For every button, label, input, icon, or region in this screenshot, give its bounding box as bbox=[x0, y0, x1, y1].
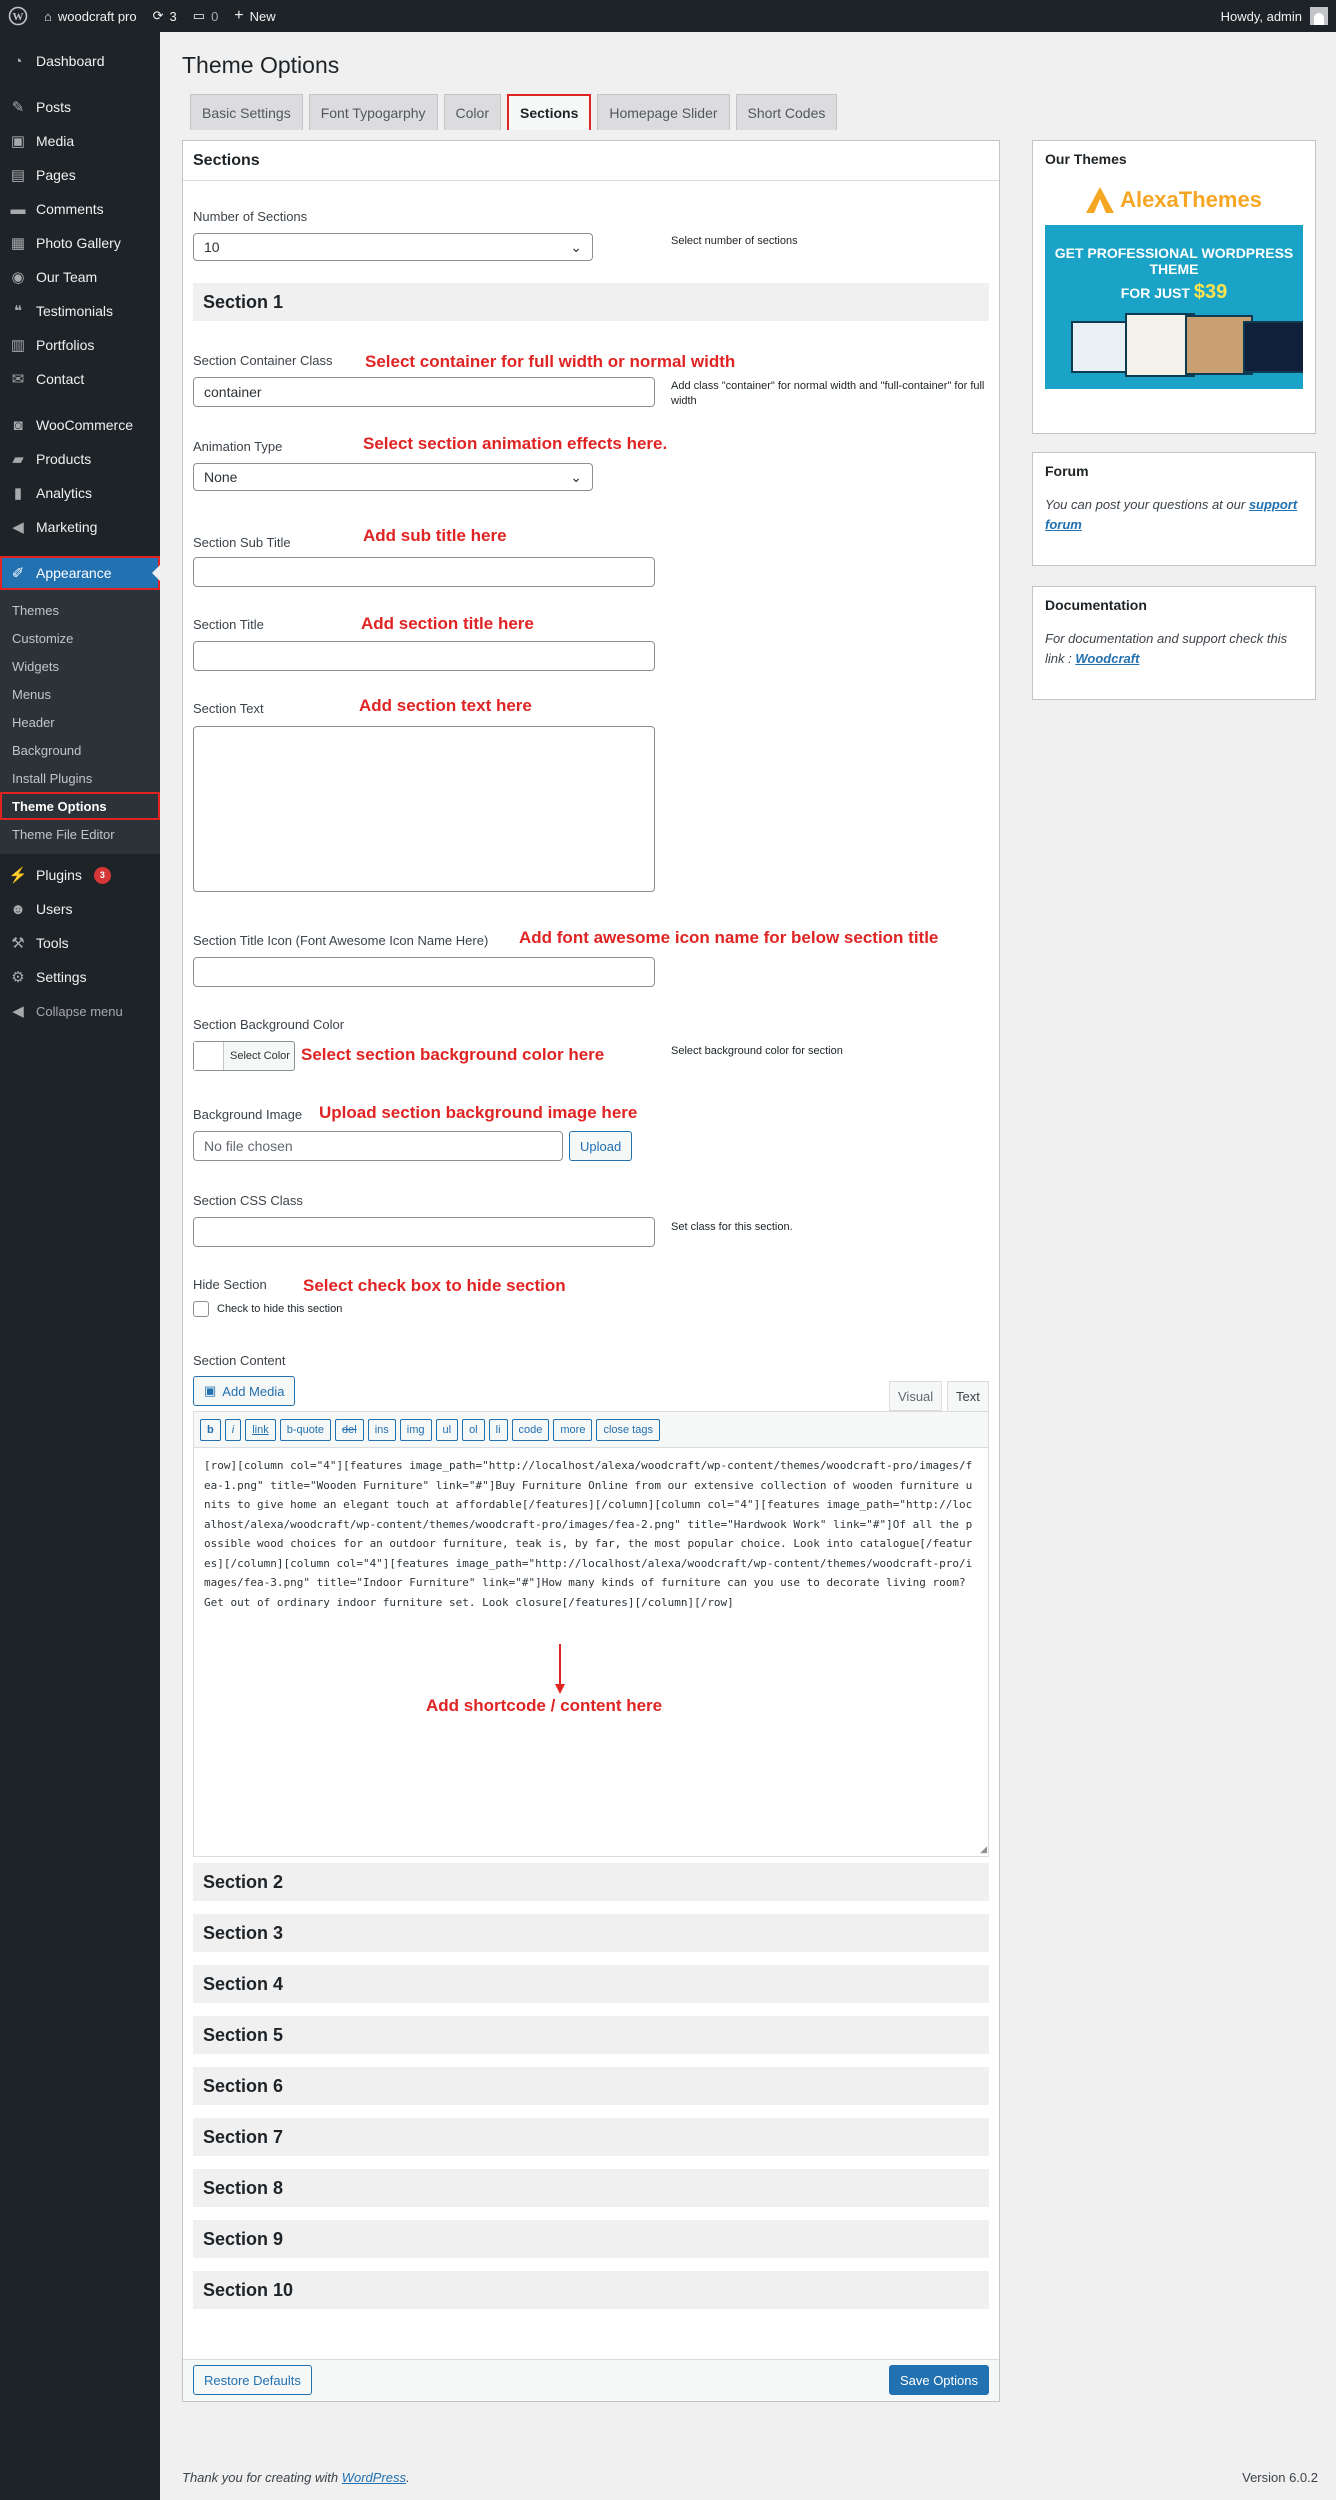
content-textarea[interactable]: [row][column col="4"][features image_path="http://localhost/alexa/woodcraft/wp-content/themes/woodcraft-pro/images/fea-1.png" title="Wooden Furniture" link="#"]Buy Furniture Online from our extensive collection of wooden furniture units to give home an elegant touch at affordable[/features][/column][column col="4"][features image_path="http://localhost/alexa/woodcraft/wp-content/themes/woodcraft-pro/images/fea-2.png" title="Hardwook Work" link="#"]Of all the possible wood choices for an outdoor furniture, teak is, by far, the most popular choice. Look into catalogue[/features][/column][column col="4"][features image_path="http://localhost/alexa/woodcraft/wp-content/themes/woodcraft-pro/images/fea-3.png" title="Indoor Furniture" link="#"]How many kinds of furniture can you use to decorate living room? Get out of ordinary indoor furniture set. Look closure[/features][/column][/row] bbox=[204, 1459, 973, 1609]
sidebar-item-label: Marketing bbox=[36, 519, 98, 535]
comments-count: 0 bbox=[211, 8, 219, 24]
howdy-text: Howdy, admin bbox=[1220, 8, 1302, 24]
sidebar-item-label: Collapse menu bbox=[36, 1003, 123, 1019]
hide-section-checkbox[interactable] bbox=[193, 1301, 209, 1317]
sidebar-item-label: Analytics bbox=[36, 485, 93, 501]
pin-icon: ✎ bbox=[11, 99, 25, 116]
comment-icon: ▬ bbox=[10, 200, 26, 218]
sidebar-item-testimonials[interactable] bbox=[0, 294, 160, 328]
section-header[interactable]: Section 4 bbox=[193, 1965, 989, 2003]
comment-bubble-icon: ▭ bbox=[192, 8, 206, 23]
theme-screenshot bbox=[1243, 321, 1303, 373]
sidebar-item-label: Dashboard bbox=[36, 53, 105, 69]
sidebar-item-label: Users bbox=[36, 901, 73, 917]
sidebar-item-label: Appearance bbox=[36, 565, 112, 581]
plugins-update-badge: 3 bbox=[94, 867, 111, 884]
sidebar-item-dashboard[interactable] bbox=[0, 44, 160, 78]
section-header[interactable]: Section 10 bbox=[193, 2271, 989, 2309]
qt-close-tags-button[interactable]: close tags bbox=[596, 1419, 660, 1441]
animation-type-select[interactable] bbox=[193, 463, 593, 491]
mail-icon: ✉ bbox=[11, 371, 25, 388]
container-class-label: Section Container Class bbox=[193, 353, 333, 368]
qt-bold-button[interactable]: b bbox=[200, 1419, 221, 1441]
sidebar-item-products[interactable] bbox=[0, 442, 160, 476]
chevron-down-icon: ⌄ bbox=[570, 468, 582, 485]
add-media-label: Add Media bbox=[222, 1383, 285, 1399]
sub-title-label: Section Sub Title bbox=[193, 535, 291, 550]
submenu-theme-options[interactable]: Theme Options bbox=[0, 792, 160, 820]
hide-section-row bbox=[193, 1301, 342, 1317]
qt-ol-button[interactable]: ol bbox=[462, 1419, 485, 1441]
editor-tab-visual[interactable]: Visual bbox=[889, 1381, 942, 1411]
sidebar-item-label: Tools bbox=[36, 935, 69, 951]
forum-text-body: You can post your questions at our bbox=[1045, 497, 1246, 512]
comments-link[interactable] bbox=[185, 0, 227, 32]
panel-heading: Sections bbox=[183, 141, 999, 181]
section-content-label: Section Content bbox=[193, 1353, 286, 1368]
sidebar-item-marketing[interactable] bbox=[0, 510, 160, 544]
new-label: New bbox=[249, 8, 276, 24]
submenu-menus[interactable]: Menus bbox=[12, 686, 52, 702]
sidebar-item-media[interactable] bbox=[0, 124, 160, 158]
section-text-annotation: Add section text here bbox=[359, 696, 532, 715]
content-annotation: Add shortcode / content here bbox=[426, 1696, 663, 1715]
number-of-sections-select[interactable] bbox=[193, 233, 593, 261]
tab-sections[interactable]: Sections bbox=[507, 94, 591, 130]
tab-color[interactable]: Color bbox=[444, 94, 501, 130]
qt-del-button[interactable]: del bbox=[335, 1419, 364, 1441]
updates-count: 3 bbox=[169, 8, 177, 24]
bg-image-input[interactable]: No file chosen bbox=[193, 1131, 563, 1161]
gallery-icon: ▦ bbox=[10, 235, 26, 252]
site-name: woodcraft pro bbox=[57, 8, 137, 24]
bg-color-label: Section Background Color bbox=[193, 1017, 345, 1032]
alexathemes-logo-text: AlexaThemes bbox=[1120, 187, 1262, 212]
sidebar-item-label: Contact bbox=[36, 371, 85, 387]
color-picker-button[interactable] bbox=[193, 1041, 295, 1071]
plugin-icon: ⚡ bbox=[8, 867, 28, 884]
animation-type-value: None bbox=[204, 469, 238, 485]
plus-icon: + bbox=[234, 7, 244, 24]
testimonial-icon: ❝ bbox=[13, 303, 23, 320]
forum-widget bbox=[1032, 452, 1316, 566]
media-icon: ▣ bbox=[10, 133, 26, 150]
options-tabs bbox=[190, 94, 837, 130]
collapse-icon: ◀ bbox=[12, 1003, 24, 1020]
brush-icon: ✐ bbox=[11, 565, 25, 582]
dashboard-icon: ◔ bbox=[13, 52, 23, 70]
submenu-customize[interactable]: Customize bbox=[12, 630, 74, 646]
woo-icon: ◙ bbox=[13, 416, 23, 434]
css-class-help: Set class for this section. bbox=[671, 1221, 793, 1233]
animation-annotation: Select section animation effects here. bbox=[363, 434, 668, 453]
css-class-label: Section CSS Class bbox=[193, 1193, 303, 1208]
forum-text bbox=[1033, 489, 1315, 535]
submenu-header[interactable]: Header bbox=[12, 714, 55, 730]
svg-text:W: W bbox=[12, 11, 24, 23]
sidebar-item-label: Testimonials bbox=[36, 303, 114, 319]
hide-section-label: Hide Section bbox=[193, 1277, 267, 1292]
new-content-link[interactable] bbox=[226, 0, 283, 32]
section-header[interactable]: Section 2 bbox=[193, 1863, 989, 1901]
appearance-submenu bbox=[0, 590, 160, 854]
tab-short-codes[interactable]: Short Codes bbox=[736, 94, 838, 130]
our-themes-title: Our Themes bbox=[1045, 151, 1127, 167]
submenu-widgets[interactable]: Widgets bbox=[12, 658, 59, 674]
restore-defaults-button[interactable]: Restore Defaults bbox=[193, 2365, 312, 2395]
quicktags-toolbar bbox=[194, 1412, 988, 1448]
sidebar-item-collapse[interactable] bbox=[0, 994, 160, 1028]
qt-ul-button[interactable]: ul bbox=[436, 1419, 459, 1441]
section-header[interactable]: Section 6 bbox=[193, 2067, 989, 2105]
section-title-annotation: Add section title here bbox=[361, 614, 534, 633]
sidebar-item-label: WooCommerce bbox=[36, 417, 133, 433]
resize-handle-icon[interactable]: ◢ bbox=[980, 1844, 987, 1854]
title-icon-label: Section Title Icon (Font Awesome Icon Name Here) bbox=[193, 933, 489, 948]
sidebar-item-woocommerce[interactable] bbox=[0, 408, 160, 442]
analytics-icon: ▮ bbox=[13, 485, 23, 502]
banner-price: $39 bbox=[1193, 281, 1228, 303]
users-icon: ☻ bbox=[10, 900, 26, 918]
page-icon: ▤ bbox=[10, 167, 26, 184]
team-icon: ◉ bbox=[11, 269, 25, 286]
our-themes-widget bbox=[1032, 140, 1316, 434]
documentation-widget bbox=[1032, 586, 1316, 700]
sidebar-item-comments[interactable] bbox=[0, 192, 160, 226]
submenu-background[interactable]: Background bbox=[12, 742, 82, 758]
animation-type-label: Animation Type bbox=[193, 439, 283, 454]
sidebar-item-label: Portfolios bbox=[36, 337, 95, 353]
container-class-input[interactable]: container bbox=[193, 377, 655, 407]
sidebar-item-our-team[interactable] bbox=[0, 260, 160, 294]
submenu-themes[interactable]: Themes bbox=[12, 602, 59, 618]
sidebar-item-portfolios[interactable] bbox=[0, 328, 160, 362]
sidebar-item-label: Pages bbox=[36, 167, 76, 183]
number-of-sections-label: Number of Sections bbox=[193, 209, 308, 224]
home-icon: ⌂ bbox=[44, 8, 52, 24]
save-options-button[interactable]: Save Options bbox=[889, 2365, 989, 2395]
title-icon-annotation: Add font awesome icon name for below section title bbox=[519, 928, 939, 947]
sidebar-item-label: Comments bbox=[36, 201, 104, 217]
upload-button[interactable]: Upload bbox=[569, 1131, 632, 1161]
section-header[interactable]: Section 5 bbox=[193, 2016, 989, 2054]
tab-font-typography[interactable]: Font Typogarphy bbox=[309, 94, 438, 130]
alexathemes-logo-icon bbox=[1086, 187, 1114, 213]
bg-color-help: Select background color for section bbox=[671, 1045, 843, 1057]
page-title: Theme Options bbox=[182, 52, 340, 78]
products-icon: ▰ bbox=[12, 451, 24, 468]
woodcraft-docs-link[interactable]: Woodcraft bbox=[1075, 651, 1140, 666]
qt-img-button[interactable]: img bbox=[400, 1419, 432, 1441]
alexathemes-logo bbox=[1033, 187, 1315, 213]
site-name-link[interactable] bbox=[36, 0, 145, 32]
qt-italic-button[interactable]: i bbox=[225, 1419, 241, 1441]
hide-section-annotation: Select check box to hide section bbox=[303, 1276, 566, 1295]
sidebar-item-tools[interactable] bbox=[0, 926, 160, 960]
documentation-text bbox=[1033, 623, 1315, 669]
footer-thanks: Thank you for creating with WordPress. bbox=[182, 2470, 410, 2485]
documentation-title: Documentation bbox=[1045, 597, 1147, 613]
qt-bquote-button[interactable]: b-quote bbox=[280, 1419, 331, 1441]
sidebar-item-label: Our Team bbox=[36, 269, 98, 285]
section-header[interactable]: Section 9 bbox=[193, 2220, 989, 2258]
bg-image-annotation: Upload section background image here bbox=[319, 1103, 638, 1122]
megaphone-icon: ◀ bbox=[12, 519, 24, 536]
qt-more-button[interactable]: more bbox=[553, 1419, 592, 1441]
sidebar-item-posts[interactable] bbox=[0, 90, 160, 124]
container-class-help: Add class "container" for normal width and "full-container" for full width bbox=[671, 380, 985, 407]
number-of-sections-value: 10 bbox=[204, 239, 220, 255]
sidebar-item-plugins[interactable] bbox=[0, 858, 160, 892]
sidebar-item-pages[interactable] bbox=[0, 158, 160, 192]
section-title-label: Section Title bbox=[193, 617, 264, 632]
themes-banner[interactable] bbox=[1045, 225, 1303, 389]
title-icon-input[interactable] bbox=[193, 957, 655, 987]
sidebar-item-label: Plugins bbox=[36, 867, 82, 883]
sidebar-item-contact[interactable] bbox=[0, 362, 160, 396]
sub-title-input[interactable] bbox=[193, 557, 655, 587]
sidebar-item-label: Settings bbox=[36, 969, 87, 985]
avatar bbox=[1310, 7, 1328, 25]
sidebar-item-label: Photo Gallery bbox=[36, 235, 121, 251]
sub-title-annotation: Add sub title here bbox=[363, 526, 507, 545]
updates-icon: ⟳ bbox=[152, 8, 164, 23]
sidebar-item-settings[interactable] bbox=[0, 960, 160, 994]
section-header[interactable]: Section 7 bbox=[193, 2118, 989, 2156]
qt-code-button[interactable]: code bbox=[512, 1419, 550, 1441]
annotation-arrow-icon bbox=[554, 1644, 566, 1694]
add-media-icon: ▣ bbox=[204, 1383, 217, 1398]
settings-icon: ⚙ bbox=[11, 969, 25, 986]
banner-line-2: FOR JUST bbox=[1120, 285, 1190, 301]
submenu-theme-file-editor[interactable]: Theme File Editor bbox=[12, 826, 115, 842]
section-text-label: Section Text bbox=[193, 701, 264, 716]
bg-image-label: Background Image bbox=[193, 1107, 303, 1122]
color-swatch bbox=[194, 1042, 224, 1070]
sidebar-item-label: Posts bbox=[36, 99, 72, 115]
tools-icon: ⚒ bbox=[11, 935, 25, 952]
footer-version: Version 6.0.2 bbox=[1242, 2470, 1318, 2485]
section-header[interactable]: Section 3 bbox=[193, 1914, 989, 1952]
section-header[interactable]: Section 8 bbox=[193, 2169, 989, 2207]
css-class-input[interactable] bbox=[193, 1217, 655, 1247]
sections-panel bbox=[182, 140, 1000, 2402]
wordpress-logo-icon[interactable] bbox=[0, 0, 36, 32]
section-title-input[interactable] bbox=[193, 641, 655, 671]
wordpress-link[interactable]: WordPress bbox=[341, 2470, 406, 2485]
documentation-text-body: For documentation and support check this link : bbox=[1045, 631, 1288, 666]
sidebar-item-photo-gallery[interactable] bbox=[0, 226, 160, 260]
hide-section-checkbox-label: Check to hide this section bbox=[217, 1303, 343, 1315]
tab-homepage-slider[interactable]: Homepage Slider bbox=[597, 94, 729, 130]
editor-tab-text[interactable]: Text bbox=[947, 1381, 989, 1411]
bg-color-annotation: Select section background color here bbox=[301, 1045, 605, 1064]
container-class-annotation: Select container for full width or normal width bbox=[365, 352, 736, 371]
content-editor bbox=[193, 1411, 989, 1857]
footer-thanks-text: Thank you for creating with bbox=[182, 2470, 339, 2485]
chevron-down-icon: ⌄ bbox=[570, 238, 582, 255]
updates-link[interactable] bbox=[145, 0, 185, 32]
section-1-header[interactable]: Section 1 bbox=[193, 283, 989, 321]
sidebar-item-appearance[interactable] bbox=[0, 556, 160, 590]
submenu-install-plugins[interactable]: Install Plugins bbox=[12, 770, 93, 786]
qt-link-button[interactable]: link bbox=[245, 1419, 276, 1441]
forum-title: Forum bbox=[1045, 463, 1089, 479]
sidebar-item-analytics[interactable] bbox=[0, 476, 160, 510]
support-forum-link[interactable]: support forum bbox=[1045, 497, 1298, 532]
portfolio-icon: ▥ bbox=[10, 337, 26, 354]
account-menu[interactable] bbox=[1221, 7, 1336, 25]
tab-basic-settings[interactable]: Basic Settings bbox=[190, 94, 303, 130]
qt-li-button[interactable]: li bbox=[489, 1419, 508, 1441]
qt-ins-button[interactable]: ins bbox=[368, 1419, 396, 1441]
section-text-textarea[interactable] bbox=[193, 726, 655, 892]
color-picker-label: Select Color bbox=[230, 1050, 290, 1062]
sidebar-item-label: Media bbox=[36, 133, 75, 149]
add-media-button[interactable] bbox=[193, 1376, 295, 1406]
banner-line-1: GET PROFESSIONAL WORDPRESS THEME bbox=[1054, 245, 1294, 277]
sidebar-item-users[interactable] bbox=[0, 892, 160, 926]
admin-bar bbox=[0, 0, 1336, 32]
number-of-sections-help: Select number of sections bbox=[671, 235, 798, 247]
sidebar-item-label: Products bbox=[36, 451, 92, 467]
admin-sidebar bbox=[0, 32, 160, 2500]
